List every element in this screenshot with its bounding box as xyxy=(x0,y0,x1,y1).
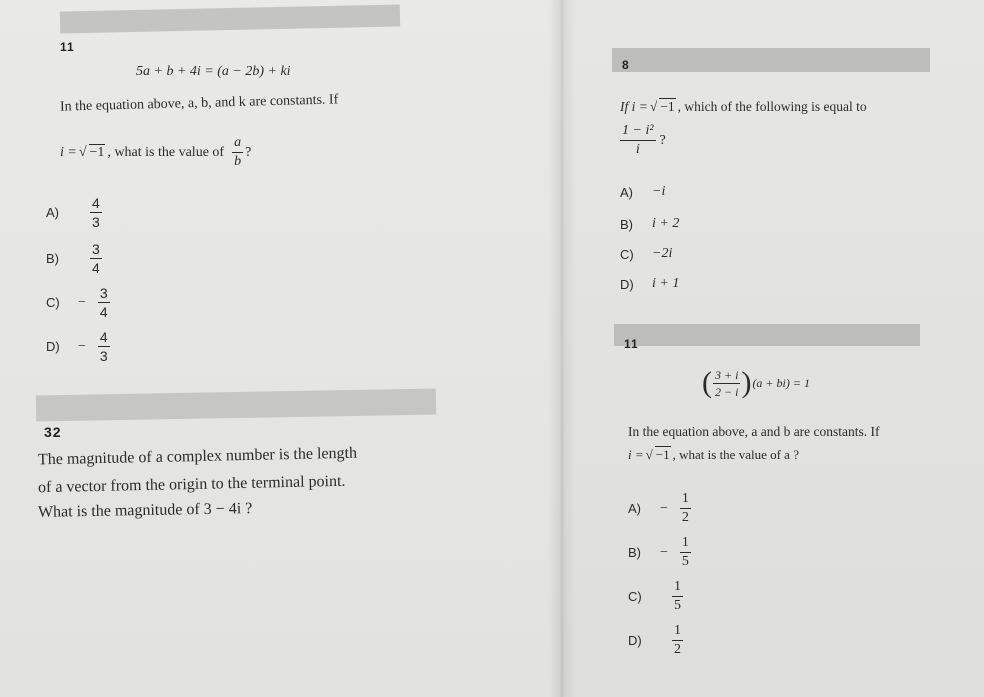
fraction-denominator: 2 − i xyxy=(715,384,739,399)
question-number: 11 xyxy=(624,337,639,351)
option-letter: C) xyxy=(628,589,642,604)
question-text: , what is the value of xyxy=(107,144,225,160)
equation xyxy=(702,368,810,398)
option-sign: − xyxy=(78,338,86,354)
fraction-denominator: 4 xyxy=(92,260,100,276)
option-letter: A) xyxy=(620,184,633,200)
option-value: −i xyxy=(652,184,666,199)
option-sign: − xyxy=(78,294,86,310)
fraction xyxy=(672,624,683,657)
option-letter: D) xyxy=(46,339,60,354)
question-text-line: What is the magnitude of 3 − 4i ? xyxy=(37,500,253,521)
fraction-denominator: 5 xyxy=(681,554,689,569)
fraction-numerator: 3 xyxy=(99,285,108,301)
option-letter: D) xyxy=(620,276,634,292)
fraction xyxy=(232,136,243,169)
fraction xyxy=(98,330,110,363)
fraction-denominator: 2 xyxy=(674,642,681,657)
fraction xyxy=(680,536,691,569)
fraction xyxy=(713,369,740,398)
fraction-numerator: 1 xyxy=(672,580,683,597)
fraction-numerator: 1 xyxy=(672,624,683,641)
question-mark: ? xyxy=(245,144,252,160)
equation-term: If i = xyxy=(620,98,648,114)
fraction-numerator: 3 + i xyxy=(715,367,739,382)
left-paren: ( xyxy=(702,366,712,399)
option-sign: − xyxy=(660,500,668,516)
fraction-numerator: 4 xyxy=(99,329,108,345)
answer-option-c[interactable] xyxy=(620,246,672,262)
answer-option-c[interactable] xyxy=(46,286,110,319)
right-paren: ) xyxy=(741,366,752,399)
question-text-line: The magnitude of a complex number is the length xyxy=(37,444,358,469)
option-letter: A) xyxy=(46,205,59,220)
question-number: 8 xyxy=(622,58,630,72)
option-letter: B) xyxy=(628,545,641,560)
equation: 5a + b + 4i = (a − 2b) + ki xyxy=(136,64,291,79)
fraction-denominator: b xyxy=(234,154,242,169)
fraction xyxy=(672,580,683,613)
fraction-denominator: 2 xyxy=(681,510,689,525)
book-spine-shadow xyxy=(548,0,576,697)
option-letter: C) xyxy=(620,246,634,262)
question-text: , which of the following is equal to xyxy=(677,98,867,114)
answer-option-d[interactable] xyxy=(46,330,110,363)
answer-option-d[interactable] xyxy=(628,624,683,657)
option-value: −2i xyxy=(652,246,673,261)
fraction-denominator: 3 xyxy=(99,348,108,364)
fraction xyxy=(680,492,691,525)
option-letter: B) xyxy=(46,251,59,266)
question-header-bar xyxy=(612,48,930,72)
fraction-numerator: 1 xyxy=(680,536,691,553)
question-text-line xyxy=(620,98,867,115)
fraction-denominator: 3 xyxy=(92,214,100,230)
option-value: i + 1 xyxy=(652,276,680,291)
question-text-line: In the equation above, a, b, and k are constants. If xyxy=(59,92,339,115)
fraction-numerator: a xyxy=(232,136,243,153)
answer-option-b[interactable] xyxy=(628,536,691,569)
question-number: 11 xyxy=(60,40,75,54)
question-number: 32 xyxy=(44,424,62,440)
answer-option-a[interactable] xyxy=(620,184,665,200)
question-mark: ? xyxy=(659,132,666,148)
question-text-line: of a vector from the origin to the terminal point. xyxy=(37,472,346,497)
option-letter: C) xyxy=(46,295,60,310)
fraction xyxy=(90,242,102,275)
fraction xyxy=(620,124,656,157)
fraction-denominator: 4 xyxy=(99,304,108,320)
fraction-numerator: 3 xyxy=(92,241,100,257)
fraction-numerator: 1 xyxy=(680,492,691,509)
question-header-bar xyxy=(614,324,920,346)
question-text-line: In the equation above, a and b are constants. If xyxy=(628,424,880,439)
sqrt-radicand: −1 xyxy=(89,145,105,160)
fraction-denominator: 5 xyxy=(674,598,681,613)
option-value: i + 2 xyxy=(652,216,680,231)
sqrt-radicand: −1 xyxy=(655,447,670,462)
answer-option-b[interactable] xyxy=(46,242,102,275)
option-letter: D) xyxy=(628,633,642,648)
answer-option-c[interactable] xyxy=(628,580,683,613)
question-text-line xyxy=(628,446,799,463)
sqrt-symbol: √ xyxy=(645,446,653,462)
option-letter: B) xyxy=(620,216,633,232)
option-sign: − xyxy=(660,544,668,560)
option-letter: A) xyxy=(628,501,641,516)
question-text: , what is the value of a ? xyxy=(672,446,799,462)
answer-option-d[interactable] xyxy=(620,276,679,292)
fraction-denominator: i xyxy=(635,142,640,157)
answer-option-a[interactable] xyxy=(628,492,691,525)
equation-rest: (a + bi) = 1 xyxy=(752,375,810,390)
fraction xyxy=(98,286,110,319)
fraction-numerator: 4 xyxy=(92,195,100,211)
sqrt-symbol: √ xyxy=(649,98,658,114)
equation-term: i = xyxy=(60,144,77,160)
question-text-line xyxy=(60,136,251,169)
expression xyxy=(620,124,666,157)
fraction xyxy=(90,196,102,229)
sqrt-radicand: −1 xyxy=(660,99,675,114)
fraction-numerator: 1 − i² xyxy=(620,124,656,141)
equation-term: i = xyxy=(628,446,644,462)
answer-option-b[interactable] xyxy=(620,216,679,232)
sqrt-symbol: √ xyxy=(78,144,87,160)
answer-option-a[interactable] xyxy=(46,196,102,229)
